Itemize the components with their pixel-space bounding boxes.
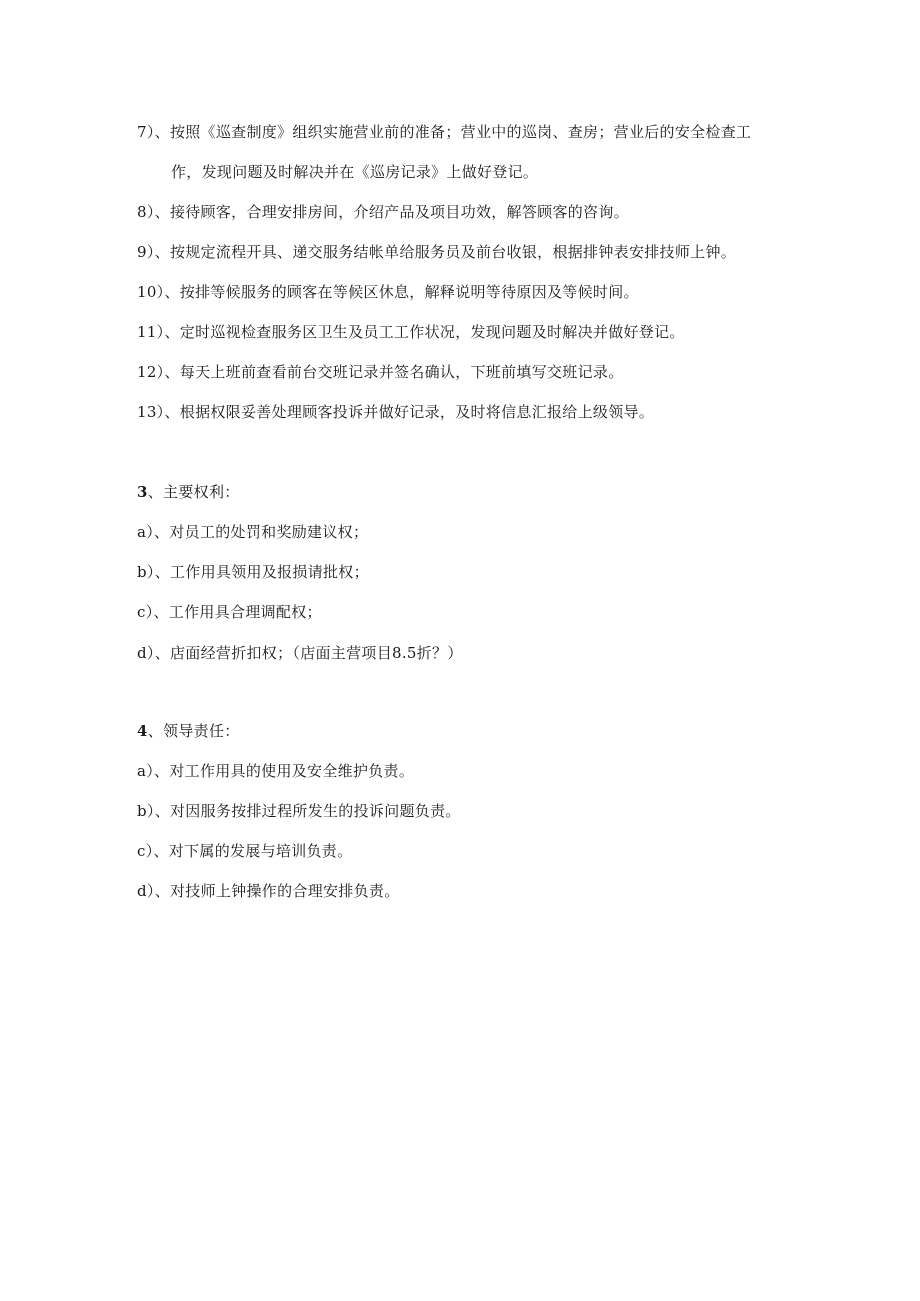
leadership-item-d: d）、对技师上钟操作的合理安排负责。 <box>137 882 400 900</box>
leadership-heading-title: 、领导责任： <box>147 722 240 740</box>
rights-item-b: b）、工作用具领用及报损请批权； <box>137 563 369 581</box>
duty-11: 11）、定时巡视检查服务区卫生及员工工作状况，发现问题及时解决并做好登记。 <box>137 323 685 341</box>
rights-heading <box>137 482 240 502</box>
duty-12: 12）、每天上班前查看前台交班记录并签名确认，下班前填写交班记录。 <box>137 363 624 381</box>
rights-heading-title: 、主要权利： <box>147 483 240 501</box>
duty-13: 13）、根据权限妥善处理顾客投诉并做好记录，及时将信息汇报给上级领导。 <box>137 403 655 421</box>
leadership-heading <box>137 721 240 741</box>
rights-item-d: d）、店面经营折扣权；（店面主营项目8.5折？） <box>137 644 463 662</box>
rights-heading-number: 3 <box>137 483 148 501</box>
duty-7-line-1: 7）、按照《巡查制度》组织实施营业前的准备；营业中的巡岗、查房；营业后的安全检查工 <box>137 123 752 141</box>
duty-9: 9）、按规定流程开具、递交服务结帐单给服务员及前台收银，根据排钟表安排技师上钟。 <box>137 243 737 261</box>
leadership-heading-number: 4 <box>137 722 148 740</box>
rights-item-a: a）、对员工的处罚和奖励建议权； <box>137 523 369 541</box>
leadership-item-b: b）、对因服务按排过程所发生的投诉问题负责。 <box>137 802 461 820</box>
duty-10: 10）、按排等候服务的顾客在等候区休息，解释说明等待原因及等候时间。 <box>137 283 639 301</box>
rights-item-c: c）、工作用具合理调配权； <box>137 603 322 621</box>
leadership-item-c: c）、对下属的发展与培训负责。 <box>137 842 353 860</box>
leadership-item-a: a）、对工作用具的使用及安全维护负责。 <box>137 762 415 780</box>
duty-8: 8）、接待顾客，合理安排房间，介绍产品及项目功效，解答顾客的咨询。 <box>137 203 629 221</box>
duty-7-line-2: 作，发现问题及时解决并在《巡房记录》上做好登记。 <box>171 163 539 181</box>
